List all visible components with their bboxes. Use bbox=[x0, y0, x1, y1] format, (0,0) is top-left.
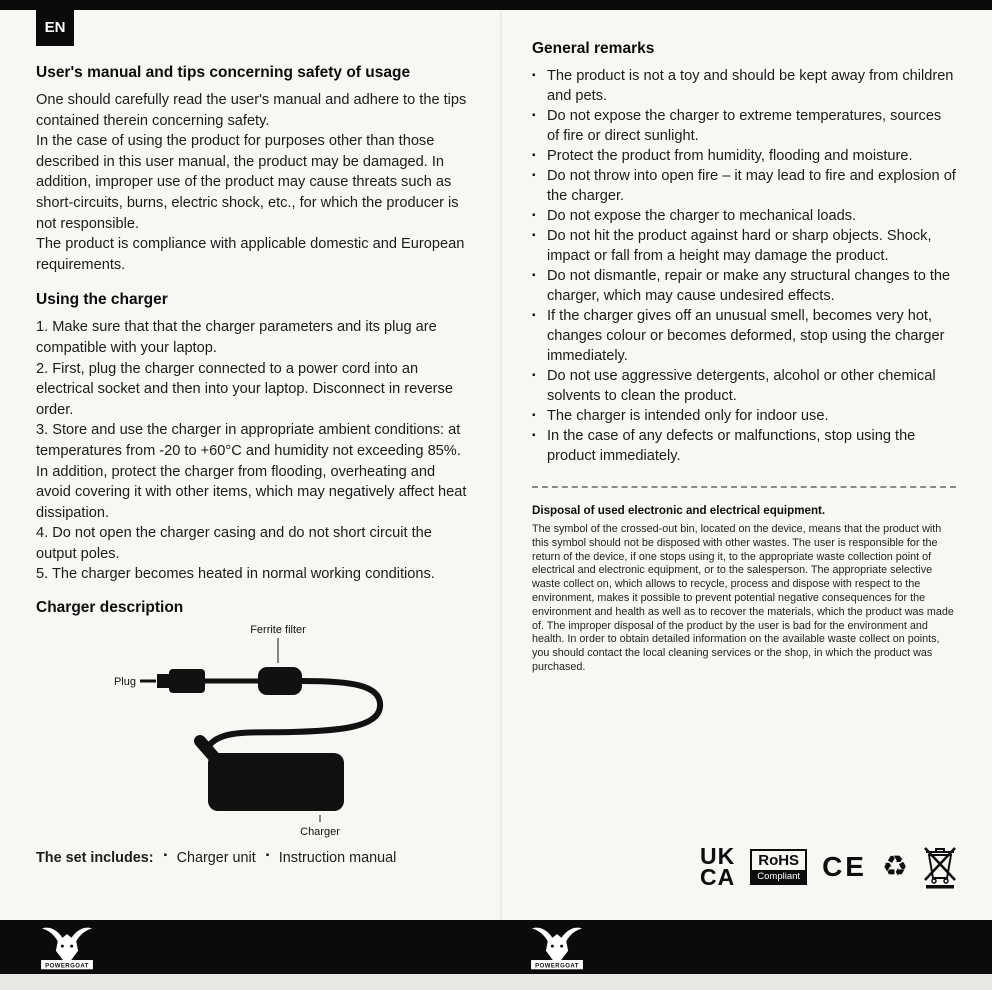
recycle-icon: ♻ bbox=[881, 851, 908, 883]
safety-paragraph: In the case of using the product for purposes other than those described in this user manual, the product may be damaged. In addition, improper use of the product may cause threats such as short-circuits, burns, electric shock, etc., for which the producer is not responsible. bbox=[36, 133, 459, 232]
ukca-mark bbox=[700, 843, 736, 890]
brand-name: POWERGOAT bbox=[45, 963, 89, 970]
set-includes-line bbox=[36, 850, 470, 866]
description-section-title: Charger description bbox=[36, 599, 184, 617]
footer-black-band bbox=[0, 920, 992, 974]
rohs-label: RoHS bbox=[758, 852, 800, 869]
set-item: ▪ Charger unit bbox=[164, 850, 256, 866]
ukca-line1: UK bbox=[700, 843, 736, 869]
disposal-body: The symbol of the crossed-out bin, located on the device, means that the product with this symbol should not be disposed with other wastes. The user is responsible for the return of the device, if one stops using it, to the appropriate waste collection point of electrical and electronic equipment, or to the salesperson. The appropriate selective waste collect on, which allows to recycle, process and dispose with respect to the environment, makes it possible to prevent potential negative consequences for the environment and health as well as to recover the materials, which the product was made of. The improper disposal of the product by the user is bad for the environment and health. In order to obtain detailed information on the available waste collect on points, you should contact the local cleaning services or the shop, in which the product was purchased. bbox=[532, 523, 954, 673]
remark-item: ▪ In the case of any defects or malfunctions, stop using the product immediately. bbox=[532, 426, 956, 466]
remark-item: ▪ Do not hit the product against hard or sharp objects. Shock, impact or fall from a height may damage the product. bbox=[532, 226, 956, 266]
ukca-line2: CA bbox=[700, 864, 736, 890]
brand-name: POWERGOAT bbox=[535, 963, 579, 970]
remark-item: ▪ If the charger gives off an unusual smell, becomes very hot, changes colour or becomes deformed, stop using the charger immediately. bbox=[532, 306, 956, 366]
rohs-mark bbox=[750, 849, 807, 885]
remark-item: ▪ The product is not a toy and should be kept away from children and pets. bbox=[532, 66, 956, 106]
center-fold-line bbox=[500, 10, 502, 920]
rohs-compliant-label: Compliant bbox=[752, 870, 805, 883]
disposal-title: Disposal of used electronic and electrical equipment. bbox=[532, 504, 826, 517]
safety-paragraph: The product is compliance with applicable domestic and European requirements. bbox=[36, 236, 465, 273]
remark-item: ▪ The charger is intended only for indoor use. bbox=[532, 406, 956, 426]
powergoat-logo bbox=[526, 923, 588, 973]
using-step: 5. The charger becomes heated in normal working conditions. bbox=[36, 566, 435, 583]
charger-brick bbox=[208, 753, 344, 811]
charger-diagram bbox=[30, 619, 470, 846]
using-step: 2. First, plug the charger connected to a power cord into an electrical socket and then into your laptop. Disconnect in reverse order. bbox=[36, 360, 453, 418]
plug-tip bbox=[157, 674, 169, 688]
safety-section-title: User's manual and tips concerning safety of usage bbox=[36, 64, 411, 81]
remark-item: ▪ Do not use aggressive detergents, alcohol or other chemical solvents to clean the product. bbox=[532, 366, 956, 406]
left-column bbox=[36, 62, 470, 866]
using-step: 4. Do not open the charger casing and do not short circuit the output poles. bbox=[36, 525, 432, 562]
remark-item: ▪ Protect the product from humidity, flooding and moisture. bbox=[532, 146, 956, 166]
ferrite-filter-shape bbox=[258, 667, 302, 695]
plug-barrel bbox=[169, 669, 205, 693]
using-step: 1. Make sure that that the charger parameters and its plug are compatible with your laptop. bbox=[36, 319, 437, 356]
charger-diagram-svg bbox=[30, 619, 470, 841]
right-column bbox=[532, 38, 956, 675]
remark-item: ▪ Do not expose the charger to mechanical loads. bbox=[532, 206, 956, 226]
remark-item: ▪ Do not expose the charger to extreme temperatures, sources of fire or direct sunlight. bbox=[532, 106, 956, 146]
compliance-marks-row bbox=[700, 844, 957, 890]
using-step: 3. Store and use the charger in appropriate ambient conditions: at temperatures from -20 to +60°C and humidity not exceeding 85%. In addition, protect the charger from flooding, overheating and avoid covering it with other items, which may negatively affect heat dissipation. bbox=[36, 422, 467, 521]
remark-item: ▪ Do not dismantle, repair or make any structural changes to the charger, which may cause undesired effects. bbox=[532, 266, 956, 306]
charger-label: Charger bbox=[300, 826, 340, 839]
set-includes-label: The set includes: bbox=[36, 850, 154, 867]
ce-mark: CE bbox=[822, 851, 867, 882]
weee-crossed-bin-icon bbox=[923, 844, 957, 890]
language-badge: EN bbox=[36, 0, 74, 46]
set-item: ▪ Instruction manual bbox=[266, 850, 397, 866]
ferrite-filter-label: Ferrite filter bbox=[250, 624, 306, 637]
remark-item: ▪ Do not throw into open fire – it may lead to fire and explosion of the charger. bbox=[532, 166, 956, 206]
remarks-section-title: General remarks bbox=[532, 40, 655, 57]
scan-edge-strip bbox=[0, 974, 992, 990]
using-section-title: Using the charger bbox=[36, 291, 168, 309]
dashed-divider bbox=[532, 486, 956, 488]
top-black-bar bbox=[0, 0, 992, 10]
safety-paragraph: One should carefully read the user's manual and adhere to the tips contained therein concerning safety. bbox=[36, 92, 467, 129]
plug-label: Plug bbox=[113, 676, 136, 689]
powergoat-logo bbox=[36, 923, 98, 973]
